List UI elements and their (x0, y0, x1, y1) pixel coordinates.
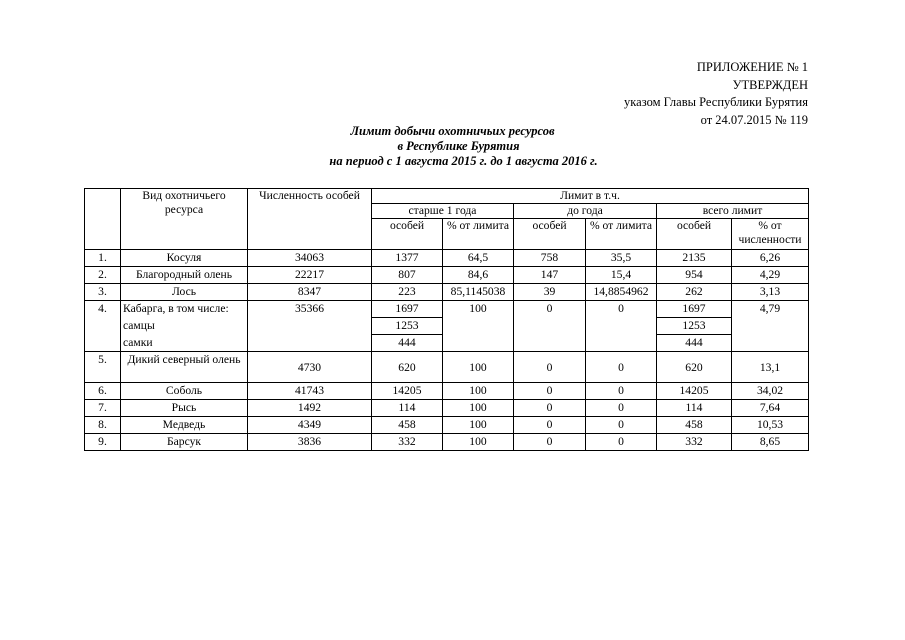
total-pct: 7,64 (732, 400, 809, 417)
older-pct: 64,5 (443, 250, 514, 267)
total-value: 262 (657, 284, 732, 301)
header-older-1y: старше 1 года (372, 204, 514, 219)
older-pct: 100 (443, 383, 514, 400)
species-name: Барсук (121, 434, 248, 451)
older-pct: 100 (443, 434, 514, 451)
table-row (85, 267, 809, 284)
species-name: Соболь (121, 383, 248, 400)
total-value: 1253 (657, 318, 732, 335)
total-pct: 10,53 (732, 417, 809, 434)
table-row (85, 417, 809, 434)
header-limit-incl: Лимит в т.ч. (372, 189, 809, 204)
hunting-limits-table (84, 188, 809, 451)
header-total-limit: всего лимит (657, 204, 809, 219)
older-value: 114 (372, 400, 443, 417)
table-row (85, 250, 809, 267)
young-pct: 0 (586, 417, 657, 434)
older-pct: 100 (443, 400, 514, 417)
total-value: 14205 (657, 383, 732, 400)
total-pct: 13,1 (732, 352, 809, 383)
appendix-number: ПРИЛОЖЕНИЕ № 1 (696, 60, 808, 74)
total-value: 954 (657, 267, 732, 284)
total-pct: 4,29 (732, 267, 809, 284)
species-name: Кабарга, в том числе: (121, 301, 248, 318)
species-name: Дикий северный олень (121, 352, 248, 383)
total-value: 458 (657, 417, 732, 434)
population-value: 41743 (248, 383, 372, 400)
population-value: 34063 (248, 250, 372, 267)
young-value: 0 (514, 417, 586, 434)
older-pct: 100 (443, 301, 514, 352)
row-number: 4. (85, 301, 121, 352)
decree-date: от 24.07.2015 № 119 (700, 112, 808, 127)
young-value: 0 (514, 400, 586, 417)
header-population: Численность особей (248, 189, 372, 250)
species-name: Благородный олень (121, 267, 248, 284)
row-number: 5. (85, 352, 121, 383)
older-value: 458 (372, 417, 443, 434)
decree-authority: указом Главы Республики Бурятия (624, 95, 808, 109)
young-pct: 0 (586, 400, 657, 417)
older-pct: 100 (443, 352, 514, 383)
population-value: 4349 (248, 417, 372, 434)
young-value: 0 (514, 383, 586, 400)
header-individuals: особей (514, 219, 586, 250)
older-value: 1697 (372, 301, 443, 318)
population-value: 1492 (248, 400, 372, 417)
header-pct-population: % от численности (732, 219, 809, 250)
older-value: 332 (372, 434, 443, 451)
young-pct: 0 (586, 301, 657, 352)
header-species: Вид охотничьего ресурса (121, 189, 248, 250)
document-title (0, 124, 905, 169)
row-number: 6. (85, 383, 121, 400)
older-pct: 100 (443, 417, 514, 434)
population-value: 3836 (248, 434, 372, 451)
table-row (85, 400, 809, 417)
older-value: 1253 (372, 318, 443, 335)
total-pct: 6,26 (732, 250, 809, 267)
older-value: 444 (372, 335, 443, 352)
population-value: 35366 (248, 301, 372, 352)
young-pct: 14,8854962 (586, 284, 657, 301)
young-value: 0 (514, 352, 586, 383)
older-pct: 85,1145038 (443, 284, 514, 301)
approved-label: УТВЕРЖДЕН (732, 77, 808, 92)
total-pct: 34,02 (732, 383, 809, 400)
older-value: 807 (372, 267, 443, 284)
appendix-header (624, 59, 808, 129)
young-value: 39 (514, 284, 586, 301)
young-pct: 0 (586, 434, 657, 451)
title-line-3: на период с 1 августа 2015 г. до 1 августа 2016 г. (329, 154, 598, 168)
table-row (85, 434, 809, 451)
species-name: Лось (121, 284, 248, 301)
total-value: 332 (657, 434, 732, 451)
species-name: Косуля (121, 250, 248, 267)
row-number: 8. (85, 417, 121, 434)
header-individuals: особей (372, 219, 443, 250)
older-value: 14205 (372, 383, 443, 400)
total-value: 620 (657, 352, 732, 383)
species-subname: самки (121, 335, 248, 352)
header-number-cell (85, 189, 121, 250)
table-header-row (85, 189, 809, 204)
total-pct: 8,65 (732, 434, 809, 451)
total-value: 444 (657, 335, 732, 352)
row-number: 3. (85, 284, 121, 301)
young-value: 0 (514, 301, 586, 352)
table-row (85, 284, 809, 301)
header-individuals: особей (657, 219, 732, 250)
row-number: 9. (85, 434, 121, 451)
table-row (85, 301, 809, 318)
table-row (85, 352, 809, 383)
young-pct: 0 (586, 383, 657, 400)
older-pct: 84,6 (443, 267, 514, 284)
young-pct: 15,4 (586, 267, 657, 284)
young-pct: 35,5 (586, 250, 657, 267)
older-value: 223 (372, 284, 443, 301)
title-line-1: Лимит добычи охотничьих ресурсов (350, 124, 555, 138)
table-row (85, 383, 809, 400)
title-line-2: в Республике Бурятия (397, 139, 520, 153)
young-value: 758 (514, 250, 586, 267)
young-value: 0 (514, 434, 586, 451)
header-pct-limit: % от лимита (586, 219, 657, 250)
row-number: 2. (85, 267, 121, 284)
total-value: 2135 (657, 250, 732, 267)
population-value: 4730 (248, 352, 372, 383)
older-value: 1377 (372, 250, 443, 267)
population-value: 8347 (248, 284, 372, 301)
species-name: Медведь (121, 417, 248, 434)
total-pct: 4,79 (732, 301, 809, 352)
row-number: 1. (85, 250, 121, 267)
older-value: 620 (372, 352, 443, 383)
young-value: 147 (514, 267, 586, 284)
total-value: 114 (657, 400, 732, 417)
total-value: 1697 (657, 301, 732, 318)
young-pct: 0 (586, 352, 657, 383)
total-pct: 3,13 (732, 284, 809, 301)
header-under-1y: до года (514, 204, 657, 219)
header-pct-limit: % от лимита (443, 219, 514, 250)
population-value: 22217 (248, 267, 372, 284)
species-subname: самцы (121, 318, 248, 335)
row-number: 7. (85, 400, 121, 417)
species-name: Рысь (121, 400, 248, 417)
